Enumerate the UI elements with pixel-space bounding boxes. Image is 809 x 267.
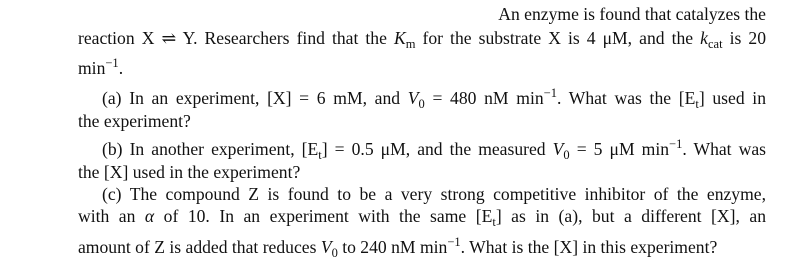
intro-line-3 <box>78 57 123 79</box>
km-symbol: K <box>393 28 406 48</box>
v0-symbol: V <box>320 237 332 257</box>
intro-text: is 20 <box>722 28 766 48</box>
part-c-line-3 <box>78 236 717 258</box>
exponent: −1 <box>105 56 119 70</box>
intro-text: for the substrate X is 4 μM, and the <box>415 28 701 48</box>
km-subscript: m <box>405 37 416 51</box>
part-c-text: . What is the [X] in this experiment? <box>460 237 718 257</box>
part-a-text: ] used in <box>698 88 766 108</box>
part-c-text: with an <box>78 206 145 226</box>
part-b-text: = 5 μM min <box>569 139 670 159</box>
intro-line-2 <box>78 27 766 49</box>
kcat-symbol: k <box>700 28 708 48</box>
part-b-text: (b) In another experiment, [E <box>102 139 319 159</box>
equilibrium-arrow: ⇌ <box>161 28 177 48</box>
part-a-text: . What was the [E <box>556 88 696 108</box>
alpha-symbol: α <box>144 206 155 226</box>
part-c-text: to 240 nM min <box>337 237 448 257</box>
part-c-text: (c) The compound Z is found to be a very strong competitive inhibitor of the enzyme, <box>102 184 766 204</box>
unit-text: min <box>78 58 106 78</box>
part-b-text: the [X] used in the experiment? <box>78 162 301 182</box>
part-a-text: (a) In an experiment, [X] = 6 mM, and <box>102 88 408 108</box>
v0-subscript: 0 <box>331 246 338 260</box>
exponent: −1 <box>669 137 683 151</box>
v0-symbol: V <box>407 88 419 108</box>
intro-text: An enzyme is found that catalyzes the <box>498 4 766 24</box>
part-c-text: ] as in (a), but a different [X], an <box>495 206 766 226</box>
part-c-line-2 <box>78 205 766 227</box>
intro-line-1 <box>78 3 766 25</box>
part-c-text: of 10. In an experiment with the same [E <box>154 206 493 226</box>
part-b-line-1 <box>78 138 766 160</box>
intro-text: . <box>118 58 124 78</box>
part-a-text: the experiment? <box>78 111 191 131</box>
part-a-line-2 <box>78 110 191 132</box>
kcat-subscript: cat <box>707 37 723 51</box>
v0-subscript: 0 <box>418 97 425 111</box>
part-b-text: . What was <box>682 139 766 159</box>
intro-text: Y. Researchers find that the <box>176 28 394 48</box>
part-a-text: = 480 nM min <box>424 88 544 108</box>
et-subscript: t <box>318 148 322 162</box>
exponent: −1 <box>447 235 461 249</box>
v0-subscript: 0 <box>563 148 570 162</box>
part-b-line-2 <box>78 161 300 183</box>
part-c-line-1 <box>78 183 766 205</box>
v0-symbol: V <box>552 139 564 159</box>
part-b-text: ] = 0.5 μM, and the measured <box>321 139 553 159</box>
et-subscript: t <box>695 97 699 111</box>
et-subscript: t <box>492 215 496 229</box>
intro-text: reaction X <box>78 28 162 48</box>
part-c-text: amount of Z is added that reduces <box>78 237 321 257</box>
exponent: −1 <box>543 86 557 100</box>
part-a-line-1 <box>78 87 766 109</box>
